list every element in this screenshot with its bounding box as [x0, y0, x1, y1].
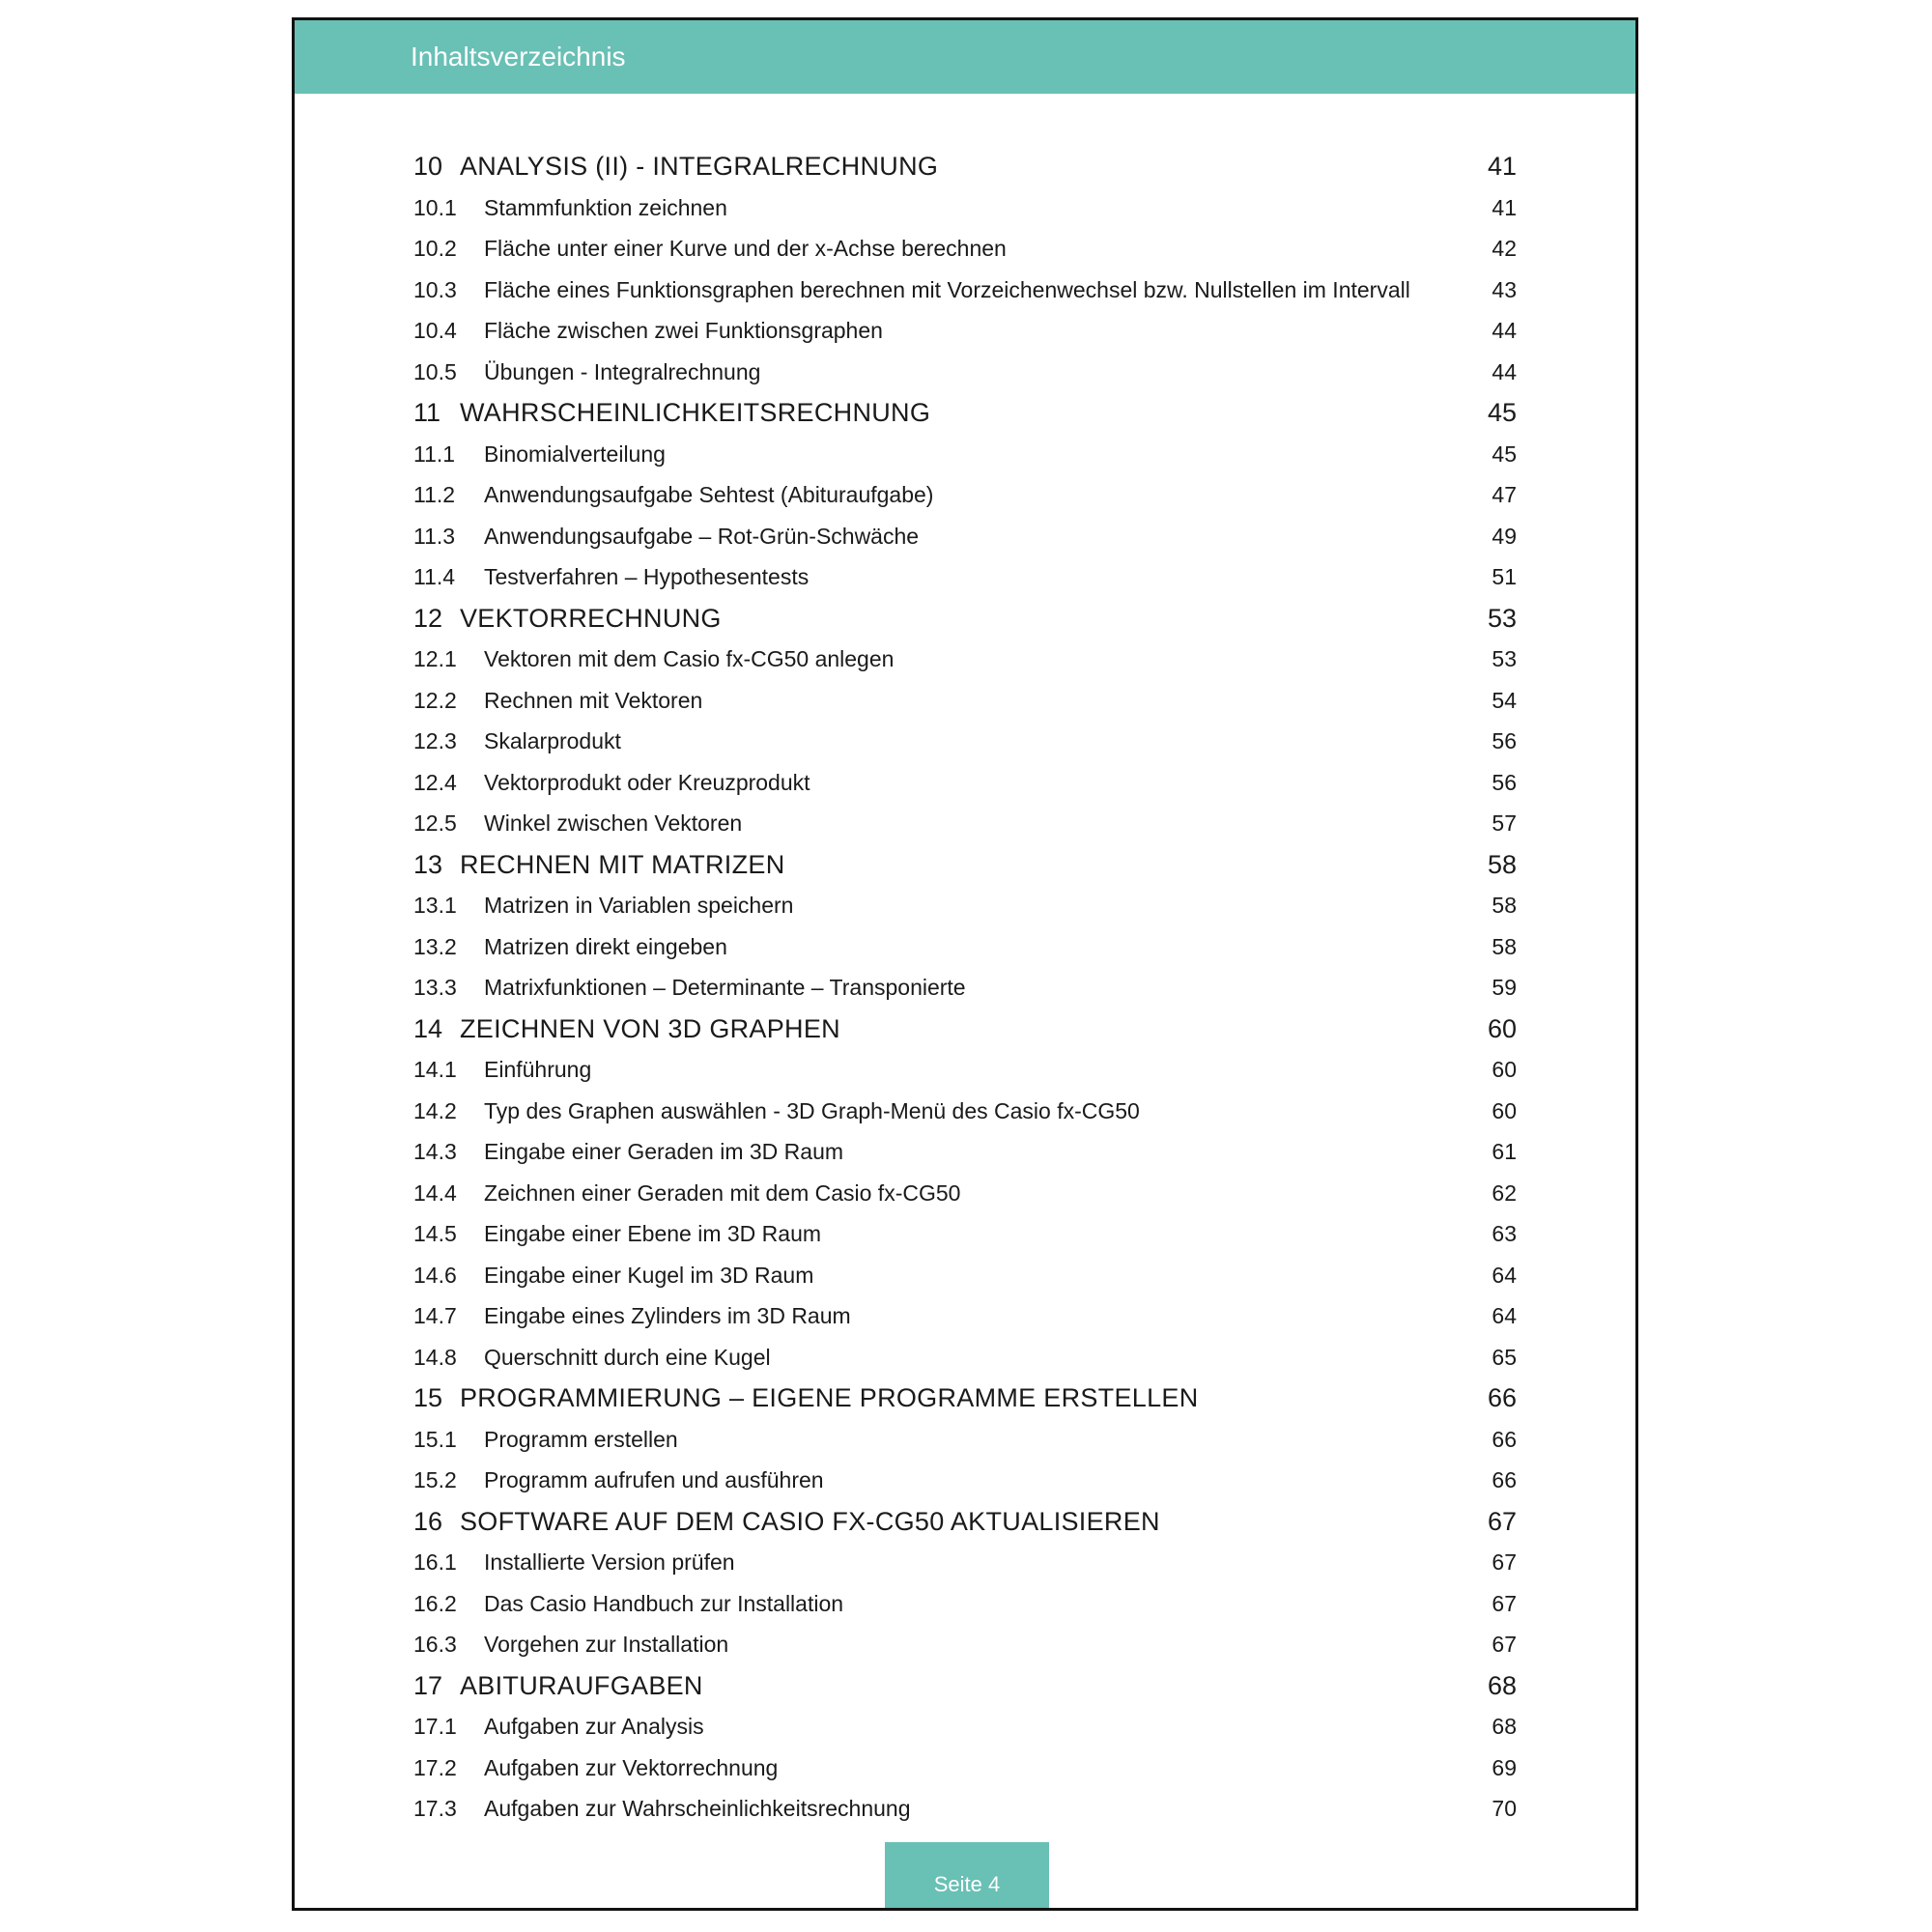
- toc-entry-number: 17.3: [413, 1796, 457, 1821]
- toc-section-entry[interactable]: [413, 1091, 1517, 1132]
- toc-entry-page-number: 66: [1487, 1383, 1517, 1412]
- toc-entry-title: Zeichnen einer Geraden mit dem Casio fx-CG50: [484, 1179, 961, 1206]
- toc-entry-page-number: 61: [1492, 1139, 1517, 1164]
- toc-entry-page-number: 51: [1492, 564, 1517, 589]
- toc-section-entry[interactable]: [413, 1173, 1517, 1214]
- toc-entry-title: Eingabe eines Zylinders im 3D Raum: [484, 1303, 851, 1328]
- toc-entry-number: 12.5: [413, 810, 457, 836]
- toc-entry-page-number: 44: [1492, 358, 1517, 384]
- toc-entry-title: ANALYSIS (II) - INTEGRALRECHNUNG: [460, 152, 939, 181]
- toc-entry-number: 14.6: [413, 1262, 457, 1288]
- toc-entry-page-number: 41: [1492, 194, 1517, 220]
- toc-entry-number: 12.1: [413, 646, 457, 671]
- toc-entry-number: 10.1: [413, 194, 457, 220]
- toc-section-entry[interactable]: [413, 1419, 1517, 1461]
- toc-entry-title: Matrixfunktionen – Determinante – Transponierte: [484, 975, 966, 1000]
- toc-section-entry[interactable]: [413, 926, 1517, 968]
- toc-entry-title: Fläche unter einer Kurve und der x-Achse berechnen: [484, 236, 1007, 261]
- toc-entry-page-number: 67: [1492, 1590, 1517, 1616]
- toc-entry-page-number: 64: [1492, 1262, 1517, 1288]
- toc-entry-page-number: 63: [1492, 1221, 1517, 1246]
- toc-entry-page-number: 68: [1487, 1670, 1517, 1700]
- toc-entry-title: Stammfunktion zeichnen: [484, 194, 727, 220]
- toc-entry-number: 13.3: [413, 975, 457, 1000]
- toc-section-entry[interactable]: [413, 639, 1517, 680]
- toc-entry-page-number: 53: [1487, 603, 1517, 633]
- toc-entry-page-number: 67: [1492, 1632, 1517, 1657]
- toc-section-entry[interactable]: [413, 885, 1517, 926]
- toc-chapter-entry[interactable]: [413, 844, 1517, 886]
- toc-entry-page-number: 49: [1492, 523, 1517, 549]
- toc-entry-number: 12: [413, 603, 443, 633]
- toc-section-entry[interactable]: [413, 556, 1517, 598]
- toc-section-entry[interactable]: [413, 1049, 1517, 1091]
- toc-entry-page-number: 44: [1492, 318, 1517, 343]
- toc-entry-number: 17.2: [413, 1754, 457, 1780]
- toc-entry-title: Übungen - Integralrechnung: [484, 358, 761, 384]
- toc-chapter-entry[interactable]: [413, 598, 1517, 639]
- toc-entry-number: 14.3: [413, 1139, 457, 1164]
- toc-entry-page-number: 60: [1487, 1013, 1517, 1043]
- toc-entry-number: 14.8: [413, 1344, 457, 1370]
- toc-entry-number: 10.3: [413, 276, 457, 302]
- toc-entry-page-number: 69: [1492, 1754, 1517, 1780]
- toc-entry-page-number: 67: [1492, 1549, 1517, 1575]
- toc-entry-title: Aufgaben zur Analysis: [484, 1714, 704, 1739]
- toc-section-entry[interactable]: [413, 434, 1517, 475]
- toc-entry-title: Vorgehen zur Installation: [484, 1632, 729, 1657]
- toc-entry-title: Aufgaben zur Wahrscheinlichkeitsrechnung: [484, 1796, 911, 1821]
- toc-entry-number: 14.5: [413, 1221, 457, 1246]
- document-page: [292, 17, 1638, 1911]
- toc-entry-title: Typ des Graphen auswählen - 3D Graph-Menü des Casio fx-CG50: [484, 1097, 1140, 1123]
- toc-entry-title: Anwendungsaufgabe – Rot-Grün-Schwäche: [484, 523, 920, 549]
- toc-section-entry[interactable]: [413, 1213, 1517, 1255]
- toc-section-entry[interactable]: [413, 1583, 1517, 1625]
- toc-entry-title: ABITURAUFGABEN: [460, 1670, 703, 1700]
- toc-entry-number: 13.1: [413, 893, 457, 918]
- toc-section-entry[interactable]: [413, 474, 1517, 516]
- toc-chapter-entry[interactable]: [413, 1501, 1517, 1543]
- toc-entry-page-number: 66: [1492, 1426, 1517, 1452]
- toc-entry-page-number: 43: [1492, 276, 1517, 302]
- toc-chapter-entry[interactable]: [413, 146, 1517, 187]
- toc-entry-title: Fläche zwischen zwei Funktionsgraphen: [484, 318, 883, 343]
- toc-entry-title: Aufgaben zur Vektorrechnung: [484, 1754, 779, 1780]
- toc-entry-title: WAHRSCHEINLICHKEITSRECHNUNG: [460, 398, 931, 427]
- page-number-tab: Seite 4: [885, 1842, 1049, 1908]
- toc-entry-number: 16.1: [413, 1549, 457, 1575]
- toc-entry-number: 14: [413, 1013, 443, 1043]
- toc-section-entry[interactable]: [413, 967, 1517, 1009]
- toc-entry-number: 10.2: [413, 236, 457, 261]
- toc-section-entry[interactable]: [413, 1747, 1517, 1789]
- toc-entry-title: Eingabe einer Kugel im 3D Raum: [484, 1262, 814, 1288]
- toc-entry-page-number: 58: [1492, 933, 1517, 959]
- toc-entry-number: 10.5: [413, 358, 457, 384]
- toc-entry-page-number: 42: [1492, 236, 1517, 261]
- toc-entry-number: 16: [413, 1506, 443, 1536]
- toc-entry-number: 14.4: [413, 1179, 457, 1206]
- toc-entry-number: 13.2: [413, 933, 457, 959]
- toc-entry-title: Binomialverteilung: [484, 440, 666, 467]
- toc-entry-title: SOFTWARE AUF DEM CASIO FX-CG50 AKTUALISIEREN: [460, 1506, 1160, 1536]
- toc-section-entry[interactable]: [413, 228, 1517, 270]
- toc-entry-title: VEKTORRECHNUNG: [460, 603, 722, 633]
- page-title: Inhaltsverzeichnis: [411, 42, 626, 71]
- header-bar: [295, 20, 1635, 94]
- table-of-contents: [413, 146, 1517, 1830]
- toc-entry-number: 14.1: [413, 1057, 457, 1082]
- toc-entry-number: 13: [413, 849, 443, 879]
- toc-entry-title: Skalarprodukt: [484, 728, 621, 753]
- toc-entry-title: Programm erstellen: [484, 1426, 678, 1452]
- toc-section-entry[interactable]: [413, 352, 1517, 393]
- toc-entry-page-number: 58: [1492, 893, 1517, 918]
- toc-section-entry[interactable]: [413, 1706, 1517, 1747]
- toc-entry-number: 14.2: [413, 1097, 457, 1123]
- toc-entry-page-number: 56: [1492, 728, 1517, 753]
- toc-entry-title: Vektoren mit dem Casio fx-CG50 anlegen: [484, 646, 895, 671]
- toc-entry-title: Querschnitt durch eine Kugel: [484, 1344, 771, 1370]
- toc-entry-page-number: 60: [1492, 1057, 1517, 1082]
- toc-entry-page-number: 57: [1492, 810, 1517, 836]
- toc-entry-title: Einführung: [484, 1057, 592, 1082]
- toc-section-entry[interactable]: [413, 680, 1517, 722]
- toc-section-entry[interactable]: [413, 187, 1517, 229]
- toc-entry-number: 10: [413, 152, 443, 181]
- toc-section-entry[interactable]: [413, 1337, 1517, 1378]
- toc-entry-page-number: 47: [1492, 482, 1517, 507]
- toc-entry-title: Vektorprodukt oder Kreuzprodukt: [484, 769, 810, 795]
- toc-entry-page-number: 60: [1492, 1097, 1517, 1123]
- toc-entry-page-number: 64: [1492, 1303, 1517, 1328]
- toc-entry-number: 11.2: [413, 482, 456, 507]
- toc-entry-title: ZEICHNEN VON 3D GRAPHEN: [460, 1013, 840, 1043]
- toc-entry-title: Testverfahren – Hypothesentests: [484, 564, 810, 589]
- toc-entry-page-number: 67: [1487, 1506, 1517, 1536]
- toc-entry-number: 16.2: [413, 1590, 457, 1616]
- toc-section-entry[interactable]: [413, 721, 1517, 762]
- toc-entry-page-number: 65: [1492, 1344, 1517, 1370]
- toc-entry-page-number: 45: [1487, 398, 1517, 427]
- toc-entry-page-number: 62: [1492, 1179, 1517, 1206]
- toc-entry-number: 17: [413, 1670, 443, 1700]
- toc-section-entry[interactable]: [413, 1295, 1517, 1337]
- toc-entry-title: Winkel zwischen Vektoren: [484, 810, 743, 836]
- toc-entry-number: 15.2: [413, 1467, 457, 1492]
- toc-entry-title: Installierte Version prüfen: [484, 1549, 735, 1575]
- toc-entry-title: Eingabe einer Ebene im 3D Raum: [484, 1221, 822, 1246]
- toc-entry-number: 12.2: [413, 687, 457, 713]
- toc-entry-number: 12.3: [413, 728, 457, 753]
- toc-section-entry[interactable]: [413, 310, 1517, 352]
- toc-entry-number: 10.4: [413, 318, 457, 343]
- toc-entry-number: 16.3: [413, 1632, 457, 1657]
- toc-entry-number: 12.4: [413, 769, 457, 795]
- toc-entry-number: 11: [413, 398, 441, 427]
- toc-section-entry[interactable]: [413, 762, 1517, 804]
- toc-entry-title: Fläche eines Funktionsgraphen berechnen mit Vorzeichenwechsel bzw. Nullstellen im Intervall: [484, 276, 1410, 302]
- toc-entry-number: 11.3: [413, 523, 456, 549]
- toc-entry-title: Rechnen mit Vektoren: [484, 687, 703, 713]
- toc-section-entry[interactable]: [413, 1255, 1517, 1296]
- toc-section-entry[interactable]: [413, 1624, 1517, 1665]
- toc-entry-number: 15: [413, 1383, 443, 1412]
- toc-section-entry[interactable]: [413, 516, 1517, 557]
- toc-chapter-entry[interactable]: [413, 1378, 1517, 1419]
- toc-entry-number: 17.1: [413, 1714, 457, 1739]
- toc-entry-page-number: 66: [1492, 1467, 1517, 1492]
- toc-entry-title: PROGRAMMIERUNG – EIGENE PROGRAMME ERSTELLEN: [460, 1383, 1199, 1412]
- toc-chapter-entry[interactable]: [413, 392, 1517, 434]
- toc-entry-page-number: 41: [1487, 152, 1517, 181]
- toc-entry-title: Eingabe einer Geraden im 3D Raum: [484, 1139, 844, 1164]
- toc-entry-page-number: 54: [1492, 687, 1517, 713]
- toc-entry-number: 11.4: [413, 564, 456, 589]
- toc-entry-page-number: 59: [1492, 975, 1517, 1000]
- toc-section-entry[interactable]: [413, 1460, 1517, 1501]
- toc-entry-title: Matrizen direkt eingeben: [484, 933, 727, 959]
- toc-section-entry[interactable]: [413, 1131, 1517, 1173]
- toc-entry-title: Das Casio Handbuch zur Installation: [484, 1590, 844, 1616]
- toc-entry-number: 11.1: [413, 440, 456, 467]
- toc-entry-title: Matrizen in Variablen speichern: [484, 893, 794, 918]
- toc-entry-page-number: 68: [1492, 1714, 1517, 1739]
- toc-entry-title: Programm aufrufen und ausführen: [484, 1467, 824, 1492]
- toc-chapter-entry[interactable]: [413, 1009, 1517, 1050]
- toc-chapter-entry[interactable]: [413, 1665, 1517, 1707]
- toc-entry-number: 15.1: [413, 1426, 457, 1452]
- toc-entry-page-number: 58: [1487, 849, 1517, 879]
- toc-entry-title: Anwendungsaufgabe Sehtest (Abituraufgabe): [484, 482, 934, 507]
- toc-section-entry[interactable]: [413, 803, 1517, 844]
- toc-section-entry[interactable]: [413, 270, 1517, 311]
- toc-entry-page-number: 45: [1492, 440, 1517, 467]
- toc-entry-page-number: 70: [1492, 1796, 1517, 1821]
- toc-entry-page-number: 56: [1492, 769, 1517, 795]
- toc-section-entry[interactable]: [413, 1788, 1517, 1830]
- toc-entry-number: 14.7: [413, 1303, 457, 1328]
- toc-entry-page-number: 53: [1492, 646, 1517, 671]
- toc-section-entry[interactable]: [413, 1542, 1517, 1583]
- toc-entry-title: RECHNEN MIT MATRIZEN: [460, 849, 785, 879]
